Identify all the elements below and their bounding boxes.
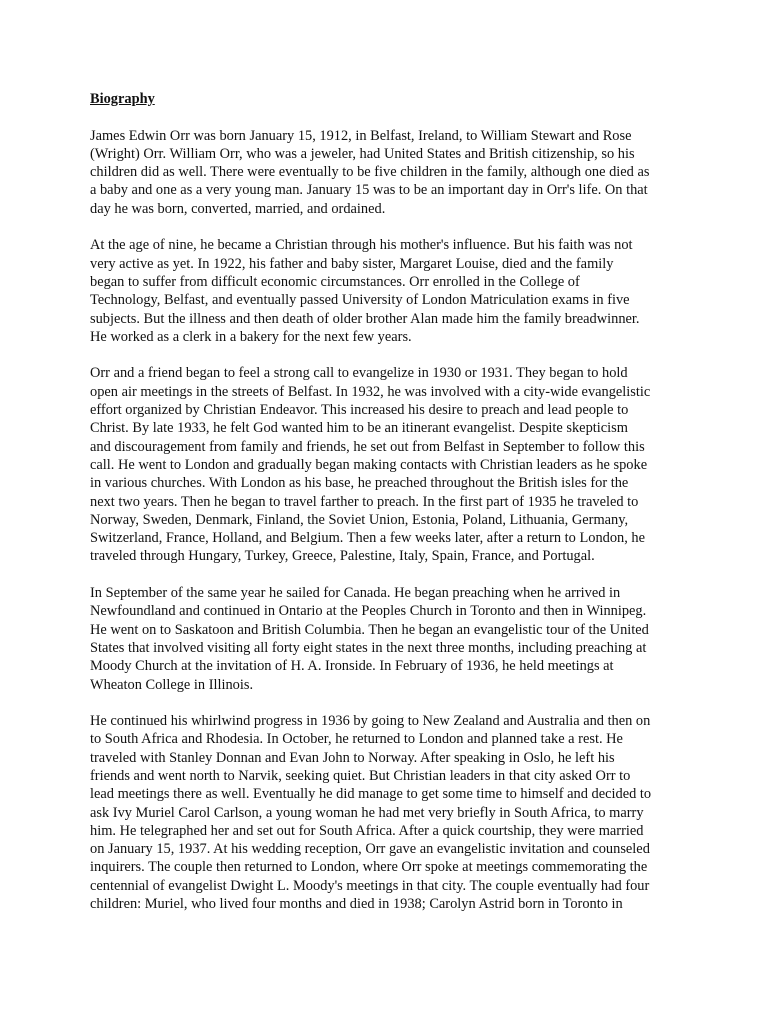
- biography-heading: Biography: [90, 91, 155, 107]
- paragraph-line: call. He went to London and gradually began making contacts with Christian leaders as he spoke: [90, 456, 648, 473]
- paragraph: [90, 584, 682, 694]
- paragraph-line: traveled with Stanley Donnan and Evan John to Norway. After speaking in Oslo, he left his: [90, 749, 615, 766]
- paragraph-line: He continued his whirlwind progress in 1936 by going to New Zealand and Australia and then on: [90, 713, 651, 730]
- paragraph-line: States that involved visiting all forty eight states in the next three months, including preaching at: [90, 639, 647, 656]
- paragraph-line: friends and went north to Narvik, seeking quiet. But Christian leaders in that city asked Orr to: [90, 767, 631, 784]
- document-page: [90, 90, 682, 932]
- paragraph-line: subjects. But the illness and then death of older brother Alan made him the family breadwinner.: [90, 310, 640, 327]
- paragraph-line: James Edwin Orr was born January 15, 1912, in Belfast, Ireland, to William Stewart and Rose: [90, 127, 632, 144]
- paragraph-line: Wheaton College in Illinois.: [90, 676, 254, 693]
- paragraph-line: Orr and a friend began to feel a strong call to evangelize in 1930 or 1931. They began to hold: [90, 365, 628, 382]
- paragraph-line: next two years. Then he began to travel farther to preach. In the first part of 1935 he traveled to: [90, 493, 639, 510]
- paragraph-line: children did as well. There were eventually to be five children in the family, although one died as: [90, 164, 650, 181]
- paragraph-line: centennial of evangelist Dwight L. Moody's meetings in that city. The couple eventually had four: [90, 877, 650, 894]
- paragraph-line: In September of the same year he sailed for Canada. He began preaching when he arrived in: [90, 585, 621, 602]
- paragraph-line: At the age of nine, he became a Christian through his mother's influence. But his faith was not: [90, 237, 633, 254]
- paragraph-line: children: Muriel, who lived four months and died in 1938; Carolyn Astrid born in Toronto in: [90, 896, 623, 913]
- paragraph-line: in various churches. With London as his base, he preached throughout the British isles for the: [90, 475, 629, 492]
- paragraph-line: a baby and one as a very young man. January 15 was to be an important day in Orr's life. On that: [90, 182, 648, 199]
- paragraph-line: Newfoundland and continued in Ontario at the Peoples Church in Toronto and then in Winnipeg.: [90, 603, 647, 620]
- paragraph-line: day he was born, converted, married, and ordained.: [90, 200, 386, 217]
- paragraph-line: inquirers. The couple then returned to London, where Orr spoke at meetings commemorating the: [90, 859, 648, 876]
- paragraph-line: and discouragement from family and friends, he set out from Belfast in September to follow this: [90, 438, 645, 455]
- paragraph-line: began to suffer from difficult economic circumstances. Orr enrolled in the College of: [90, 273, 580, 290]
- paragraph-line: lead meetings there as well. Eventually he did manage to get some time to himself and decided to: [90, 786, 652, 803]
- paragraph: [90, 236, 682, 346]
- paragraph-line: (Wright) Orr. William Orr, who was a jeweler, had United States and British citizenship, so his: [90, 145, 635, 162]
- paragraph-line: He went on to Saskatoon and British Columbia. Then he began an evangelistic tour of the United: [90, 621, 649, 638]
- paragraph: [90, 364, 682, 565]
- paragraph-line: open air meetings in the streets of Belfast. In 1932, he was involved with a city-wide evangelistic: [90, 383, 651, 400]
- paragraph: [90, 127, 682, 218]
- paragraph-line: Moody Church at the invitation of H. A. Ironside. In February of 1936, he held meetings at: [90, 658, 614, 675]
- paragraph-line: very active as yet. In 1922, his father and baby sister, Margaret Louise, died and the family: [90, 255, 614, 272]
- paragraph-line: traveled through Hungary, Turkey, Greece, Palestine, Italy, Spain, France, and Portugal.: [90, 548, 595, 565]
- paragraph-line: He worked as a clerk in a bakery for the next few years.: [90, 328, 412, 345]
- paragraph-line: ask Ivy Muriel Carol Carlson, a young woman he had met very briefly in South Africa, to marry: [90, 804, 644, 821]
- paragraph: [90, 712, 682, 913]
- paragraph-line: Christ. By late 1933, he felt God wanted him to be an itinerant evangelist. Despite skepticism: [90, 420, 628, 437]
- paragraph-line: Technology, Belfast, and eventually passed University of London Matriculation exams in five: [90, 292, 630, 309]
- paragraph-line: to South Africa and Rhodesia. In October, he returned to London and planned take a rest. He: [90, 731, 623, 748]
- paragraphs-container: [90, 127, 682, 914]
- paragraph-line: on January 15, 1937. At his wedding reception, Orr gave an evangelistic invitation and counseled: [90, 841, 650, 858]
- paragraph-line: effort organized by Christian Endeavor. This increased his desire to preach and lead people to: [90, 402, 629, 419]
- paragraph-line: him. He telegraphed her and set out for South Africa. After a quick courtship, they were married: [90, 822, 644, 839]
- paragraph-line: Switzerland, France, Holland, and Belgium. Then a few weeks later, after a return to London, he: [90, 530, 646, 547]
- paragraph-line: Norway, Sweden, Denmark, Finland, the Soviet Union, Estonia, Poland, Lithuania, Germany,: [90, 511, 629, 528]
